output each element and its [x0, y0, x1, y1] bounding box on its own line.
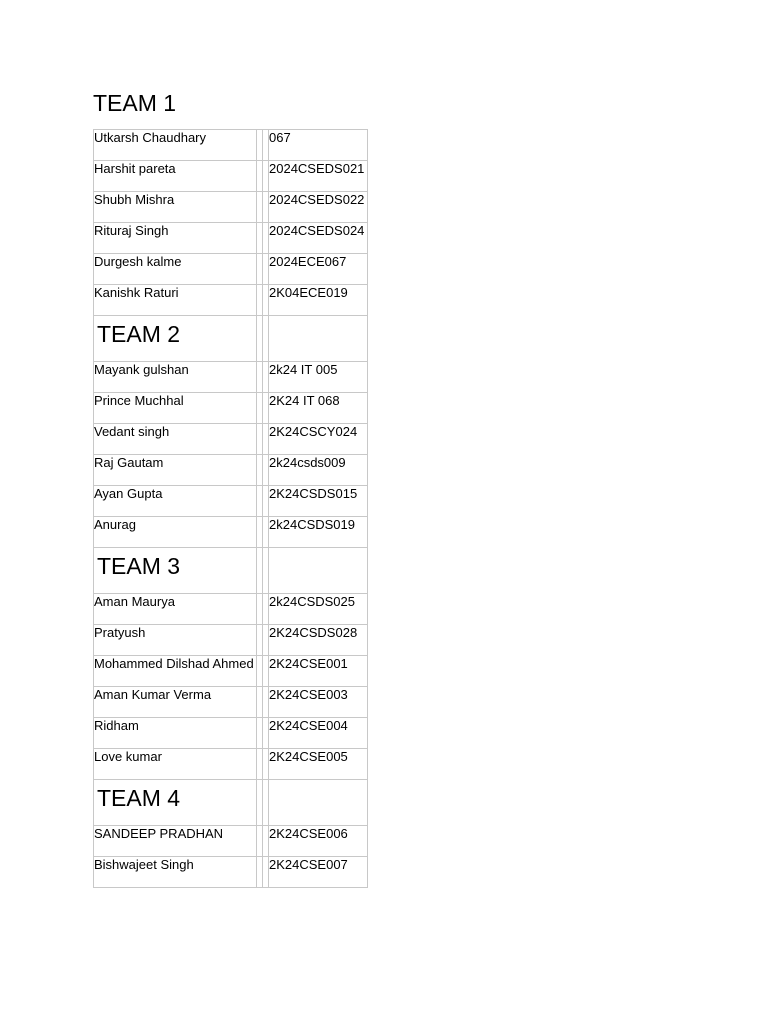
table-row — [94, 424, 368, 455]
table-row — [94, 687, 368, 718]
roll-number-cell: 2k24CSDS019 — [269, 517, 368, 548]
roll-number-cell: 2k24 IT 005 — [269, 362, 368, 393]
member-name-cell: Love kumar — [94, 749, 257, 780]
roll-number-cell — [269, 780, 368, 826]
member-name-cell: Aman Kumar Verma — [94, 687, 257, 718]
team-header-row — [94, 316, 368, 362]
member-name-cell: Ridham — [94, 718, 257, 749]
team-roster-table — [93, 129, 368, 888]
table-row — [94, 130, 368, 161]
team-header-row — [94, 548, 368, 594]
member-name-cell: Raj Gautam — [94, 455, 257, 486]
member-name-cell: Ayan Gupta — [94, 486, 257, 517]
roll-number-cell: 2024CSEDS022 — [269, 192, 368, 223]
team-heading: TEAM 2 — [94, 316, 257, 362]
table-row — [94, 486, 368, 517]
table-row — [94, 393, 368, 424]
member-name-cell: Anurag — [94, 517, 257, 548]
table-row — [94, 362, 368, 393]
member-name-cell: Prince Muchhal — [94, 393, 257, 424]
roll-number-cell: 2024ECE067 — [269, 254, 368, 285]
roll-number-cell: 2K04ECE019 — [269, 285, 368, 316]
member-name-cell: Utkarsh Chaudhary — [94, 130, 257, 161]
roll-number-cell — [269, 316, 368, 362]
table-row — [94, 594, 368, 625]
roll-number-cell: 2K24CSDS015 — [269, 486, 368, 517]
roll-number-cell: 2K24CSE004 — [269, 718, 368, 749]
team-header-row — [94, 780, 368, 826]
member-name-cell: Vedant singh — [94, 424, 257, 455]
roll-number-cell: 2024CSEDS021 — [269, 161, 368, 192]
roll-number-cell: 2K24 IT 068 — [269, 393, 368, 424]
table-row — [94, 285, 368, 316]
member-name-cell: Pratyush — [94, 625, 257, 656]
member-name-cell: Mayank gulshan — [94, 362, 257, 393]
roll-number-cell: 2024CSEDS024 — [269, 223, 368, 254]
roll-number-cell: 2K24CSCY024 — [269, 424, 368, 455]
roll-number-cell — [269, 548, 368, 594]
member-name-cell: Bishwajeet Singh — [94, 857, 257, 888]
table-row — [94, 192, 368, 223]
roll-number-cell: 2K24CSE006 — [269, 826, 368, 857]
member-name-cell: Kanishk Raturi — [94, 285, 257, 316]
roll-number-cell: 2K24CSE007 — [269, 857, 368, 888]
member-name-cell: Durgesh kalme — [94, 254, 257, 285]
table-row — [94, 223, 368, 254]
page-title: TEAM 1 — [93, 90, 177, 116]
team-heading: TEAM 4 — [94, 780, 257, 826]
roll-number-cell: 2K24CSDS028 — [269, 625, 368, 656]
team-heading: TEAM 3 — [94, 548, 257, 594]
table-row — [94, 656, 368, 687]
table-row — [94, 254, 368, 285]
roll-number-cell: 2K24CSE005 — [269, 749, 368, 780]
member-name-cell: Harshit pareta — [94, 161, 257, 192]
roll-number-cell: 2K24CSE003 — [269, 687, 368, 718]
member-name-cell: SANDEEP PRADHAN — [94, 826, 257, 857]
roll-number-cell: 2k24CSDS025 — [269, 594, 368, 625]
roster-body — [94, 130, 368, 888]
table-row — [94, 826, 368, 857]
table-row — [94, 455, 368, 486]
member-name-cell: Mohammed Dilshad Ahmed — [94, 656, 257, 687]
table-row — [94, 857, 368, 888]
table-row — [94, 718, 368, 749]
table-row — [94, 517, 368, 548]
member-name-cell: Rituraj Singh — [94, 223, 257, 254]
table-row — [94, 161, 368, 192]
roll-number-cell: 2K24CSE001 — [269, 656, 368, 687]
table-row — [94, 749, 368, 780]
table-row — [94, 625, 368, 656]
roll-number-cell: 2k24csds009 — [269, 455, 368, 486]
member-name-cell: Shubh Mishra — [94, 192, 257, 223]
roll-number-cell: 067 — [269, 130, 368, 161]
member-name-cell: Aman Maurya — [94, 594, 257, 625]
